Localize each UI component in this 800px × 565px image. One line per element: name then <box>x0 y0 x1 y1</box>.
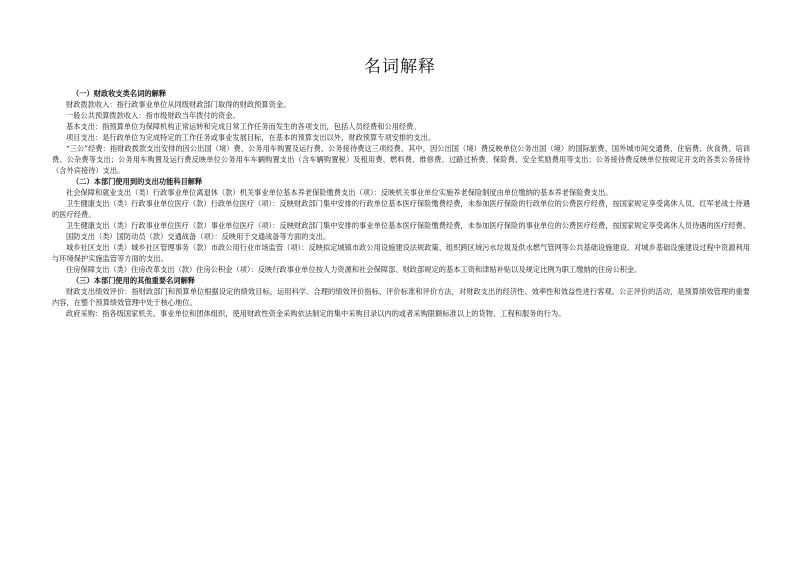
term-paragraph: 基本支出：指预算单位为保障机构正常运转和完成日常工作任务而发生的各项支出，包括人员经费和公用经费。 <box>66 122 421 131</box>
term-paragraph: 项目支出：是行政单位为完成特定的工作任务或事业发展目标，在基本的预算支出以外，财政预算专项安排的支出。 <box>66 133 436 142</box>
term-paragraph: 财政拨款收入：指行政事业单位从同级财政部门取得的财政预算资金。 <box>66 100 291 109</box>
section-other-terms <box>52 275 750 319</box>
section-heading: （三）本部门使用的其他重要名词解释 <box>72 276 196 285</box>
term-paragraph: 国防支出（类）国防动员（款）交通战备（项）：反映用于交通战备等方面的支出。 <box>66 232 331 241</box>
term-paragraph: 政府采购：指各级国家机关、事业单位和团体组织，使用财政性资金采购依法制定的集中采购目录以内的或者采购限额标准以上的货物、工程和服务的行为。 <box>66 309 566 318</box>
section-heading: （一）财政收支类名词的解释 <box>72 89 167 98</box>
term-paragraph: “三公”经费：指财政拨款支出安排的因公出国（境）费、公务用车购置及运行费、公务接待费这三项经费。其中，因公出国（境）费反映单位公务出国（境）的国际旅费、国外城市间交通费、住宿费、伙食费、培训费、公杂费等支出；公务用车购置及运行费反映单位公务用车车辆购置支出（含车辆购置税）及租用费、燃料费、维修费、过路过桥费、保险费、安全奖励费用等支出；公务接待费反映单位按规定开支的各类公务接待（含外宾接待）支出。 <box>52 144 750 175</box>
term-paragraph: 卫生健康支出（类）行政事业单位医疗（款）行政单位医疗（项）：反映财政部门集中安排的行政单位基本医疗保险缴费经费，未参加医疗保险的行政单位的公费医疗经费，按国家规定享受离休人员、红军老战士待遇的医疗经费。 <box>52 199 750 219</box>
document-body <box>52 88 750 319</box>
section-fiscal-terms <box>52 88 750 176</box>
term-paragraph: 一般公共预算拨款收入：指市级财政当年拨付的资金。 <box>66 111 240 120</box>
term-paragraph: 卫生健康支出（类）行政事业单位医疗（款）事业单位医疗（项）：反映财政部门集中安排的事业单位基本医疗保险缴费经费，未参加医疗保险的事业单位的公费医疗经费，按国家规定享受离休人员待遇的医疗经费。 <box>66 221 750 230</box>
section-heading: （二）本部门使用到的支出功能科目解释 <box>72 177 203 186</box>
term-paragraph: 城乡社区支出（类）城乡社区管理事务（款）市政公用行业市场监管（项）：反映拟定城镇市政公用设施建设法规政策、组织跨区域污水垃圾及供水燃气管网等公共基础设施建设、对城乡基础设施建设过程中资源利用与环境保护实施监管等方面的支出。 <box>52 243 750 263</box>
term-paragraph: 社会保障和就业支出（类）行政事业单位离退休（款）机关事业单位基本养老保险缴费支出（项）：反映机关事业单位实施养老保险制度由单位缴纳的基本养老保险费支出。 <box>66 188 613 197</box>
term-paragraph: 财政支出绩效评价：指财政部门和预算单位根据设定的绩效目标，运用科学、合理的绩效评价指标、评价标准和评价方法，对财政支出的经济性、效率性和效益性进行客观、公正评价的活动，是预算绩效管理的重要内容，在整个预算绩效管理中处于核心地位。 <box>52 287 750 307</box>
term-paragraph: 住房保障支出（类）住房改革支出（款）住房公积金（项）：反映行政事业单位按人力资源和社会保障部、财政部规定的基本工资和津贴补贴以及规定比例为职工缴纳的住房公积金。 <box>66 265 642 274</box>
section-functional-subjects <box>52 176 750 275</box>
page-title: 名词解释 <box>364 57 436 77</box>
